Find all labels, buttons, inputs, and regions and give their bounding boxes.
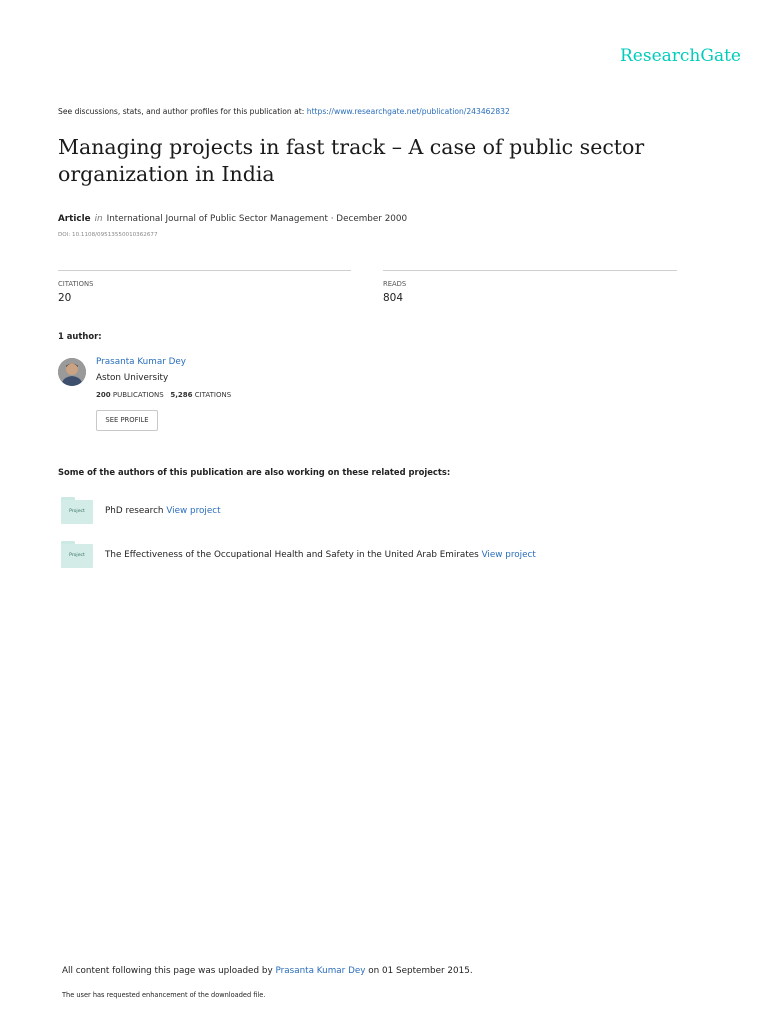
project-icon-label: Project bbox=[61, 544, 93, 568]
project-title: The Effectiveness of the Occupational Health and Safety in the United Arab Emirates bbox=[105, 550, 479, 560]
reads-value: 804 bbox=[383, 292, 404, 304]
project-folder-icon[interactable] bbox=[61, 497, 93, 525]
project-title: PhD research bbox=[105, 506, 164, 516]
view-project-link[interactable]: View project bbox=[166, 506, 221, 516]
meta-in-label: in bbox=[94, 214, 103, 224]
citations-divider bbox=[58, 270, 351, 271]
upload-notice bbox=[62, 966, 473, 976]
project-item bbox=[105, 550, 536, 560]
reads-label: READS bbox=[383, 280, 407, 288]
related-projects-heading: Some of the authors of this publication are also working on these related projects: bbox=[58, 467, 451, 477]
publication-title: Managing projects in fast track – A case of public sector organization in India bbox=[58, 135, 645, 186]
publications-label: PUBLICATIONS bbox=[112, 391, 164, 399]
avatar-photo-icon bbox=[58, 358, 86, 386]
journal-info[interactable]: International Journal of Public Sector Management · December 2000 bbox=[106, 214, 408, 224]
citations-value: 20 bbox=[58, 292, 72, 304]
author-citations-count: 5,286 bbox=[170, 391, 193, 399]
project-icon-label: Project bbox=[61, 500, 93, 524]
view-project-link[interactable]: View project bbox=[481, 550, 536, 560]
discussion-prefix: See discussions, stats, and author profiles for this publication at: bbox=[58, 107, 307, 116]
author-stats bbox=[96, 391, 231, 399]
uploader-link[interactable]: Prasanta Kumar Dey bbox=[275, 966, 366, 976]
author-citations-label: CITATIONS bbox=[194, 391, 232, 399]
project-item bbox=[105, 506, 221, 516]
researchgate-logo[interactable]: ResearchGate bbox=[620, 46, 741, 66]
doi: DOI: 10.1108/09513550010362677 bbox=[58, 232, 158, 238]
publication-url-link[interactable]: https://www.researchgate.net/publication/243462832 bbox=[306, 107, 510, 116]
discussion-line bbox=[58, 107, 510, 116]
authors-heading: 1 author: bbox=[58, 331, 102, 341]
enhancement-note: The user has requested enhancement of the downloaded file. bbox=[62, 991, 266, 999]
author-avatar[interactable] bbox=[58, 358, 86, 386]
author-affiliation: Aston University bbox=[96, 373, 169, 383]
reads-divider bbox=[383, 270, 677, 271]
upload-suffix: on 01 September 2015. bbox=[368, 966, 473, 976]
citations-label: CITATIONS bbox=[58, 280, 94, 288]
upload-prefix: All content following this page was uploaded by bbox=[62, 966, 273, 976]
publications-count: 200 bbox=[96, 391, 111, 399]
publication-type: Article bbox=[58, 214, 91, 224]
see-profile-button[interactable]: SEE PROFILE bbox=[96, 410, 158, 431]
publication-meta bbox=[58, 214, 407, 224]
project-folder-icon[interactable] bbox=[61, 541, 93, 569]
author-name-link[interactable]: Prasanta Kumar Dey bbox=[96, 357, 187, 367]
